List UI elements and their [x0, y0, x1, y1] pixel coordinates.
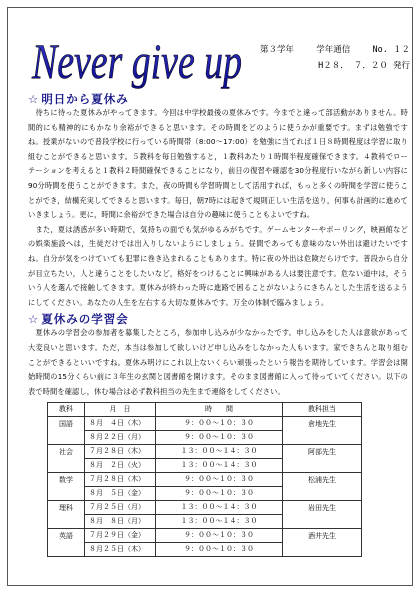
teacher-cell: 阿部先生 — [283, 445, 362, 459]
newsletter-label: 学年通信 — [316, 45, 351, 55]
grade-label: 第３学年 — [260, 45, 295, 55]
newsletter-page — [7, 7, 413, 586]
subject-cell: 英語 — [48, 529, 85, 543]
time-cell: ９：００～１０：３０ — [156, 529, 283, 543]
subject-cell: 数学 — [48, 473, 85, 487]
section1-paragraph: 待ちに待った夏休みがやってきます。今回は中学校最後の夏休みです。今までと違って部活動がありません。時間的にも精神的にもかなり余裕ができると思います。その時間をどのように使うかが重要です。まずは勉強ですね。授業がないので普段学校に行っている時間帯（8:00～17:00）を勉強に当てれば１日８時間程度は学習に取り組むことができると思います。５教科を毎日勉強すると，１教科あたり１時間半程度確保できます。４教科でローテーションを考えると１教科２時間確保できることになり，前日の復習や確認を30分程度行いながら新しい内容に90分時間を使うことができます。また，夜の時間も学習時間として活用すれば，もっと多くの時間を学習に使うことができ，結構充実してできると思います。毎日，朝7時には起きて規則正しい生活を送り，何事も計画的に進めていきましょう。更に，時間に余裕ができた場合は自分の趣味に使うこともよいですね。 — [28, 108, 408, 220]
date-cell: ８月２５日（木） — [85, 543, 156, 557]
masthead — [22, 14, 413, 96]
date-cell: ８月 ２日（火） — [85, 459, 156, 473]
time-cell: １３：００～１４：３０ — [156, 515, 283, 529]
table-row — [48, 543, 362, 557]
time-cell: １３：００～１４：３０ — [156, 445, 283, 459]
header-time: 時 間 — [156, 403, 283, 417]
teacher-cell: 酒井先生 — [283, 529, 362, 543]
star-icon: ☆ — [28, 312, 40, 327]
date-cell: ８月２２日（月） — [85, 431, 156, 445]
table-row — [48, 459, 362, 473]
date-cell: ８月 ５日（金） — [85, 487, 156, 501]
table-row — [48, 501, 362, 515]
section2-paragraph: 夏休みの学習会の参加者を募集したところ，参加申し込みが少なかったです。申し込みをした人は意欲があって大変良いと思います。ただ，本当は参加して欲しいけど申し込みをしなかった人もいます。家できちんと取り組むことができるといいですね。夏休み明けにこれ以上ないくらい頑張ったという報告を期待しています。学習会は開始時間の15分くらい前に３年生の玄関と図書館を開けます。そのまま図書館に入って待っていてください。以下の表で時間を確認し，休む場合は必ず教科担当の先生まで連絡をしてください。 — [28, 328, 408, 396]
subject-cell: 社会 — [48, 445, 85, 459]
schedule-table — [47, 402, 362, 557]
header-date: 月 日 — [85, 403, 156, 417]
table-row — [48, 431, 362, 445]
header-teacher: 教科担当 — [283, 403, 362, 417]
table-row — [48, 529, 362, 543]
time-cell: １３：００～１４：３０ — [156, 501, 283, 515]
table-header-row — [48, 403, 362, 417]
teacher-cell: 倉地先生 — [283, 417, 362, 431]
issue-info — [260, 42, 410, 74]
time-cell: ９：００～１０：３０ — [156, 417, 283, 431]
teacher-cell: 松浦先生 — [283, 473, 362, 487]
header-subject: 教科 — [48, 403, 85, 417]
table-row — [48, 445, 362, 459]
issue-date: H２８． ７．２０ 発行 — [318, 61, 410, 71]
section-heading-study-session: ☆ 夏休みの学習会 — [28, 312, 129, 327]
date-cell: ７月２９日（金） — [85, 529, 156, 543]
time-cell: ９：００～１０：３０ — [156, 487, 283, 501]
date-cell: ８月 ８日（月） — [85, 515, 156, 529]
star-icon: ☆ — [28, 92, 40, 106]
article-body — [28, 92, 408, 557]
newsletter-logo — [30, 18, 245, 98]
subject-cell: 理科 — [48, 501, 85, 515]
time-cell: ９：００～１０：３０ — [156, 543, 283, 557]
logo-text: Never give up — [31, 33, 242, 89]
table-row — [48, 473, 362, 487]
date-cell: ７月２８日（木） — [85, 473, 156, 487]
time-cell: ９：００～１０：３０ — [156, 431, 283, 445]
table-row — [48, 515, 362, 529]
table-row — [48, 487, 362, 501]
issue-number: No. １２ — [372, 45, 410, 55]
teacher-cell: 岩田先生 — [283, 501, 362, 515]
section-heading-summer-break: ☆ 明日から夏休み — [28, 92, 129, 106]
time-cell: ９：００～１０：３０ — [156, 473, 283, 487]
table-row — [48, 417, 362, 431]
date-cell: ７月２５日（月） — [85, 501, 156, 515]
section1-paragraph: また，夏は誘惑が多い時期で，気持ちの面でも気がゆるみがちです。ゲームセンターやボーリング，映画館などの娯楽施設へは，生徒だけでは出入りしないようにしましょう。昼間であっても意味のない外出は避けたいですね。自分が気をつけていても犯罪に巻き込まれることもあります。特に夜の外出は危険だらけです。普段から自分が目立ちたい，人と違うことをしたいなど，格好をつけることに興味がある人は要注意です。危ない道中は，そういう人を選んで接触してきます。夏休みが終わった時に進路で困ることがないようにきちんとした生活を送るようにしてください。あなたの人生を左右する大切な夏休みです。万全の体制で臨みましょう。 — [28, 224, 408, 307]
date-cell: ８月 ４日（木） — [85, 417, 156, 431]
subject-cell: 国語 — [48, 417, 85, 431]
time-cell: １３：００～１４：３０ — [156, 459, 283, 473]
date-cell: ７月２８日（木） — [85, 445, 156, 459]
